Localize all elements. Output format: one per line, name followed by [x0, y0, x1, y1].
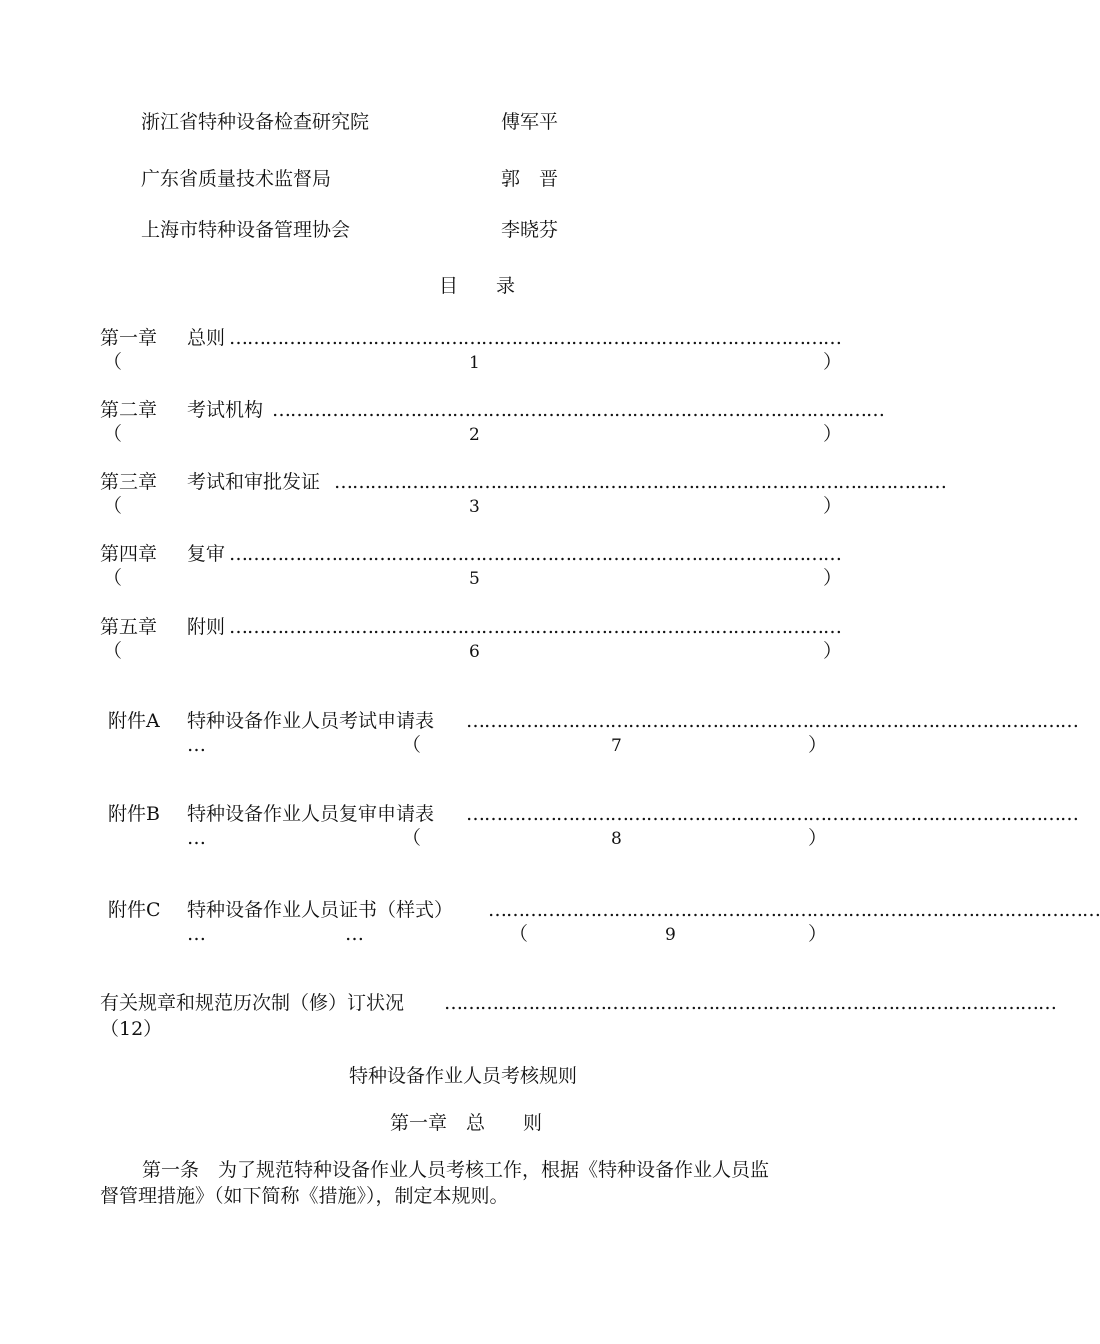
toc-leader-short: …: [187, 827, 206, 849]
toc-leader-short: …: [345, 923, 364, 945]
article-text: 第一条 为了规范特种设备作业人员考核工作，根据《特种设备作业人员监: [142, 1159, 770, 1181]
toc-leader: …………………………………………………………………………………………: [466, 710, 1078, 732]
toc-close-paren: ）: [823, 640, 843, 662]
toc-page-number: 2: [469, 425, 480, 445]
toc-page-number: 7: [611, 736, 622, 756]
toc-open-paren: （: [509, 923, 529, 945]
toc-close-paren: ）: [808, 827, 828, 849]
toc-close-paren: ）: [823, 351, 843, 373]
toc-close-paren: ）: [808, 734, 828, 756]
toc-leader-short: …: [187, 923, 206, 945]
toc-entry-title: 考试和审批发证: [187, 471, 321, 493]
toc-open-paren: （: [402, 734, 422, 756]
contributor-name: 郭 晋: [501, 168, 559, 190]
toc-page-number: 6: [469, 642, 480, 662]
toc-entry-title: 复审: [187, 543, 226, 565]
toc-entry-title: 考试机构: [187, 399, 264, 421]
toc-leader: …………………………………………………………………………………………: [466, 803, 1078, 825]
history-entry-title: 有关规章和规范历次制（修）订状况: [100, 992, 405, 1014]
toc-page-number: 1: [469, 353, 480, 373]
toc-chapter: 第五章: [100, 616, 158, 638]
toc-page-number: 3: [469, 497, 480, 517]
toc-chapter: 第二章: [100, 399, 158, 421]
article-text: 督管理措施》（如下简称《措施》），制定本规则。: [100, 1185, 509, 1207]
toc-chapter: 第一章: [100, 327, 158, 349]
history-page-number: （12）: [100, 1018, 163, 1040]
toc-page-number: 5: [469, 569, 480, 589]
toc-close-paren: ）: [823, 423, 843, 445]
toc-leader-short: …: [187, 734, 206, 756]
toc-close-paren: ）: [823, 495, 843, 517]
toc-leader: …………………………………………………………………………………………: [488, 899, 1100, 921]
annex-title: 特种设备作业人员证书（样式）: [187, 899, 454, 921]
document-title: 特种设备作业人员考核规则: [349, 1065, 578, 1087]
toc-title: 目 录: [439, 275, 516, 297]
annex-label: 附件C: [108, 899, 161, 921]
toc-open-paren: （: [103, 351, 123, 373]
toc-leader: …………………………………………………………………………………………: [229, 543, 841, 565]
toc-close-paren: ）: [808, 923, 828, 945]
toc-leader: …………………………………………………………………………………………: [272, 399, 884, 421]
toc-page-number: 8: [611, 829, 622, 849]
toc-open-paren: （: [103, 423, 123, 445]
toc-open-paren: （: [103, 495, 123, 517]
annex-label: 附件B: [108, 803, 160, 825]
annex-title: 特种设备作业人员考试申请表: [187, 710, 435, 732]
contributor-org: 广东省质量技术监督局: [141, 168, 332, 190]
toc-chapter: 第四章: [100, 543, 158, 565]
toc-entry-title: 总则: [187, 327, 226, 349]
toc-close-paren: ）: [823, 567, 843, 589]
toc-leader: …………………………………………………………………………………………: [444, 992, 1056, 1014]
toc-entry-title: 附则: [187, 616, 226, 638]
toc-open-paren: （: [402, 827, 422, 849]
annex-label: 附件A: [108, 710, 160, 732]
contributor-org: 浙江省特种设备检查研究院: [141, 111, 370, 133]
chapter-title: 第一章 总 则: [390, 1112, 543, 1134]
toc-open-paren: （: [103, 640, 123, 662]
toc-chapter: 第三章: [100, 471, 158, 493]
toc-leader: …………………………………………………………………………………………: [229, 616, 841, 638]
toc-leader: …………………………………………………………………………………………: [334, 471, 946, 493]
contributor-org: 上海市特种设备管理协会: [141, 219, 351, 241]
annex-title: 特种设备作业人员复审申请表: [187, 803, 435, 825]
contributor-name: 李晓芬: [501, 219, 559, 241]
toc-open-paren: （: [103, 567, 123, 589]
toc-page-number: 9: [665, 925, 676, 945]
contributor-name: 傅军平: [501, 111, 559, 133]
toc-leader: …………………………………………………………………………………………: [229, 327, 841, 349]
